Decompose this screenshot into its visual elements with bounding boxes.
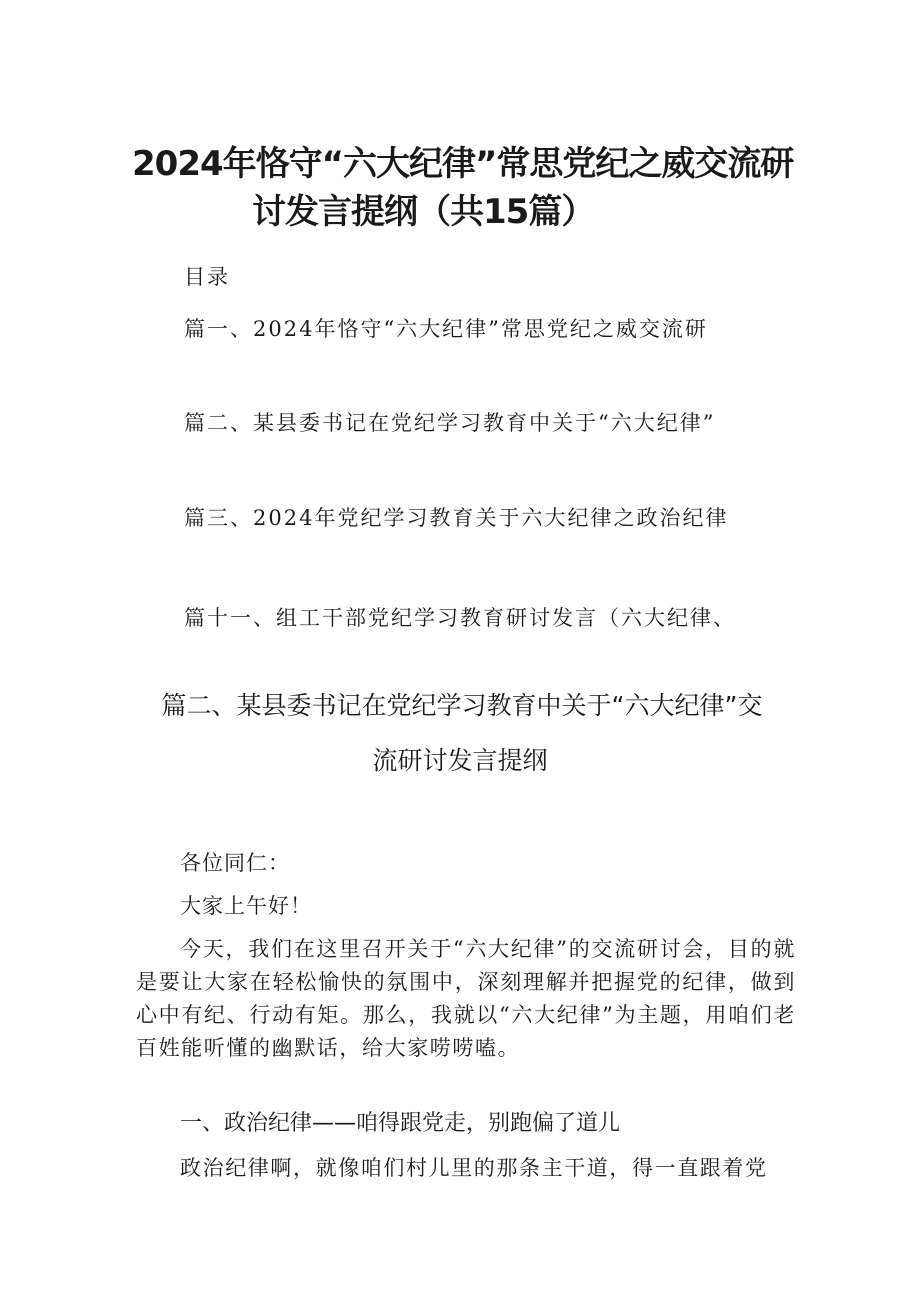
greeting-colleagues: 各位同仁： (180, 851, 290, 875)
document-title-line-1: 2024年恪守“六大纪律”常思党纪之威交流研 (132, 144, 794, 184)
toc-item[interactable]: 篇一、2024年恪守“六大纪律”常思党纪之威交流研 (184, 317, 708, 341)
toc-label: 目录 (184, 265, 230, 289)
toc-item[interactable]: 篇二、某县委书记在党纪学习教育中关于“六大纪律” (184, 411, 716, 435)
section-heading-line-2: 流研讨发言提纲 (372, 746, 548, 775)
sub-heading-political-discipline: 一、政治纪律——咱得跟党走，别跑偏了道儿 (180, 1111, 621, 1136)
body-paragraph-continued: 政治纪律啊，就像咱们村儿里的那条主干道，得一直跟着党 (180, 1156, 768, 1180)
document-title-line-2: 讨发言提纲（共15篇） (252, 192, 595, 232)
toc-item[interactable]: 篇十一、组工干部党纪学习教育研讨发言（六大纪律、 (184, 606, 736, 630)
section-heading-line-1: 篇二、某县委书记在党纪学习教育中关于“六大纪律”交 (161, 691, 763, 720)
toc-item[interactable]: 篇三、2024年党纪学习教育关于六大纪律之政治纪律 (184, 506, 729, 530)
body-paragraph: 今天，我们在这里召开关于“六大纪律”的交流研讨会，目的就是要让大家在轻松愉快的氛围中，深刻理解并把握党的纪律，做到心中有纪、行动有矩。那么，我就以“六大纪律”为主题，用咱们老百姓能听懂的幽默话，给大家唠唠嗑。 (136, 937, 796, 1060)
greeting-morning: 大家上午好！ (180, 894, 312, 918)
